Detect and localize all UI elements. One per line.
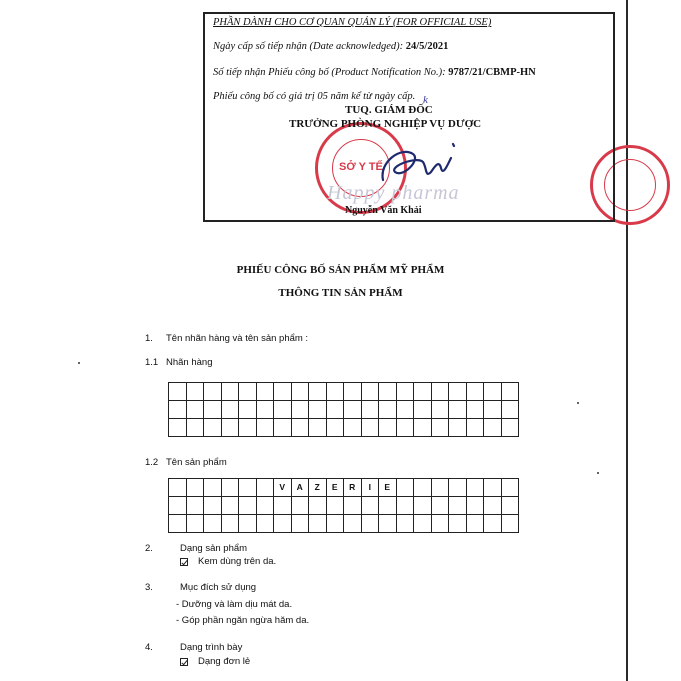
grid-cell <box>502 479 520 497</box>
grid-cell <box>257 401 275 419</box>
grid-cell <box>292 497 310 515</box>
grid-cell <box>449 497 467 515</box>
product-letter-cell: Z <box>309 479 327 497</box>
date-acknowledged <box>213 41 448 52</box>
section-3-number: 3. <box>145 582 153 593</box>
product-letter-cell: A <box>292 479 310 497</box>
grid-cell <box>274 401 292 419</box>
grid-cell <box>239 401 257 419</box>
brand-name-grid <box>168 382 519 437</box>
date-label: Ngày cấp số tiếp nhận (Date acknowledged): <box>213 41 404 52</box>
grid-cell <box>169 479 187 497</box>
grid-cell <box>327 515 345 533</box>
grid-cell <box>467 497 485 515</box>
grid-cell <box>309 383 327 401</box>
grid-cell <box>344 419 362 437</box>
grid-cell <box>414 515 432 533</box>
section-1-label: Tên nhãn hàng và tên sản phẩm : <box>166 333 309 344</box>
product-form-option: Kem dùng trên da. <box>198 556 277 567</box>
seal-text: SỞ Y TẾ <box>339 161 383 173</box>
section-1-1-label: Nhãn hàng <box>166 357 213 368</box>
grid-cell <box>187 419 205 437</box>
grid-cell <box>344 383 362 401</box>
grid-cell <box>222 383 240 401</box>
grid-cell <box>187 515 205 533</box>
grid-cell <box>187 497 205 515</box>
scan-speck <box>597 472 599 474</box>
grid-cell <box>257 497 275 515</box>
official-use-box <box>203 12 615 222</box>
grid-cell <box>222 479 240 497</box>
grid-cell <box>414 497 432 515</box>
sign-title-1: TUQ. GIÁM ĐỐC <box>345 104 433 116</box>
grid-cell <box>222 497 240 515</box>
grid-cell <box>239 497 257 515</box>
grid-cell <box>344 497 362 515</box>
handwritten-mark: k <box>423 94 428 106</box>
grid-cell <box>432 515 450 533</box>
grid-cell <box>362 401 380 419</box>
watermark-text: Happy pharma <box>327 182 460 204</box>
signer-name: Nguyễn Văn Khải <box>345 205 422 216</box>
grid-cell <box>379 401 397 419</box>
grid-cell <box>187 383 205 401</box>
grid-cell <box>169 515 187 533</box>
grid-cell <box>169 497 187 515</box>
grid-cell <box>169 419 187 437</box>
grid-cell <box>397 419 415 437</box>
grid-cell <box>362 383 380 401</box>
grid-cell <box>484 419 502 437</box>
grid-cell <box>309 419 327 437</box>
section-1-1-number: 1.1 <box>145 357 159 368</box>
notification-number <box>213 67 536 78</box>
grid-cell <box>327 383 345 401</box>
grid-cell <box>222 515 240 533</box>
grid-cell <box>449 401 467 419</box>
grid-cell <box>309 497 327 515</box>
grid-cell <box>484 479 502 497</box>
grid-cell <box>397 497 415 515</box>
grid-cell <box>169 383 187 401</box>
date-value: 24/5/2021 <box>405 41 449 52</box>
grid-cell <box>484 401 502 419</box>
grid-cell <box>414 479 432 497</box>
validity-note: Phiếu công bố có giá trị 05 năm kể từ ngày cấp. <box>213 91 416 102</box>
grid-cell <box>274 383 292 401</box>
grid-cell <box>397 401 415 419</box>
grid-cell <box>397 479 415 497</box>
grid-cell <box>467 515 485 533</box>
grid-cell <box>327 401 345 419</box>
grid-cell <box>257 479 275 497</box>
grid-cell <box>309 515 327 533</box>
scan-speck <box>577 402 579 404</box>
grid-cell <box>204 479 222 497</box>
grid-cell <box>484 497 502 515</box>
product-name-grid <box>168 478 519 533</box>
grid-cell <box>309 401 327 419</box>
grid-cell <box>414 383 432 401</box>
grid-cell <box>467 401 485 419</box>
grid-cell <box>502 419 520 437</box>
number-label: Số tiếp nhận Phiếu công bố (Product Notification No.): <box>213 67 446 78</box>
grid-cell <box>449 383 467 401</box>
section-1-2-number: 1.2 <box>145 457 159 468</box>
grid-cell <box>432 419 450 437</box>
grid-cell <box>344 515 362 533</box>
grid-cell <box>414 419 432 437</box>
grid-cell <box>292 419 310 437</box>
grid-cell <box>257 383 275 401</box>
grid-cell <box>379 515 397 533</box>
number-value: 9787/21/CBMP-HN <box>448 67 536 78</box>
grid-cell <box>432 497 450 515</box>
sign-title-2: TRƯỞNG PHÒNG NGHIỆP VỤ DƯỢC <box>289 118 482 130</box>
product-form-checkbox[interactable] <box>180 558 188 566</box>
grid-cell <box>204 383 222 401</box>
grid-cell <box>432 383 450 401</box>
grid-cell <box>274 515 292 533</box>
product-letter-cell: E <box>379 479 397 497</box>
purpose-item-1: - Dưỡng và làm dịu mát da. <box>176 599 293 610</box>
grid-cell <box>502 401 520 419</box>
section-3-label: Mục đích sử dụng <box>180 582 257 593</box>
section-2-label: Dạng sản phẩm <box>180 543 248 554</box>
grid-cell <box>292 383 310 401</box>
grid-cell <box>379 419 397 437</box>
grid-cell <box>239 479 257 497</box>
grid-cell <box>362 419 380 437</box>
section-1-2-label: Tên sản phẩm <box>166 457 227 468</box>
grid-cell <box>467 383 485 401</box>
grid-cell <box>222 419 240 437</box>
section-1-number: 1. <box>145 333 153 344</box>
grid-cell <box>379 497 397 515</box>
grid-cell <box>449 515 467 533</box>
product-letter-cell: R <box>344 479 362 497</box>
grid-cell <box>239 515 257 533</box>
grid-cell <box>362 497 380 515</box>
grid-cell <box>327 497 345 515</box>
section-4-number: 4. <box>145 642 153 653</box>
grid-cell <box>292 401 310 419</box>
scan-speck <box>78 362 80 364</box>
grid-cell <box>449 479 467 497</box>
grid-cell <box>502 497 520 515</box>
grid-cell <box>239 419 257 437</box>
grid-cell <box>432 401 450 419</box>
product-letter-cell: V <box>274 479 292 497</box>
grid-cell <box>204 497 222 515</box>
grid-cell <box>432 479 450 497</box>
grid-cell <box>327 419 345 437</box>
document-subtitle: THÔNG TIN SẢN PHẨM <box>278 287 403 299</box>
grid-cell <box>467 419 485 437</box>
section-2-number: 2. <box>145 543 153 554</box>
grid-cell <box>222 401 240 419</box>
grid-cell <box>204 401 222 419</box>
grid-cell <box>379 383 397 401</box>
official-title: PHẦN DÀNH CHO CƠ QUAN QUẢN LÝ (FOR OFFICIAL USE) <box>213 17 492 28</box>
grid-cell <box>397 383 415 401</box>
grid-cell <box>467 479 485 497</box>
grid-cell <box>239 383 257 401</box>
purpose-item-2: - Góp phần ngăn ngừa hăm da. <box>176 615 310 626</box>
product-letter-cell: I <box>362 479 380 497</box>
section-4-label: Dạng trình bày <box>180 642 243 653</box>
presentation-checkbox[interactable] <box>180 658 188 666</box>
page-edge-line <box>626 0 628 681</box>
grid-cell <box>484 383 502 401</box>
grid-cell <box>344 401 362 419</box>
grid-cell <box>169 401 187 419</box>
grid-cell <box>204 515 222 533</box>
product-letter-cell: E <box>327 479 345 497</box>
grid-cell <box>274 497 292 515</box>
grid-cell <box>484 515 502 533</box>
grid-cell <box>274 419 292 437</box>
presentation-option: Dạng đơn lẻ <box>198 656 251 667</box>
grid-cell <box>502 515 520 533</box>
grid-cell <box>292 515 310 533</box>
grid-cell <box>257 419 275 437</box>
grid-cell <box>362 515 380 533</box>
grid-cell <box>257 515 275 533</box>
grid-cell <box>187 401 205 419</box>
grid-cell <box>449 419 467 437</box>
document-title: PHIẾU CÔNG BỐ SẢN PHẨM MỸ PHẨM <box>236 264 445 276</box>
grid-cell <box>204 419 222 437</box>
grid-cell <box>397 515 415 533</box>
grid-cell <box>187 479 205 497</box>
grid-cell <box>502 383 520 401</box>
grid-cell <box>414 401 432 419</box>
